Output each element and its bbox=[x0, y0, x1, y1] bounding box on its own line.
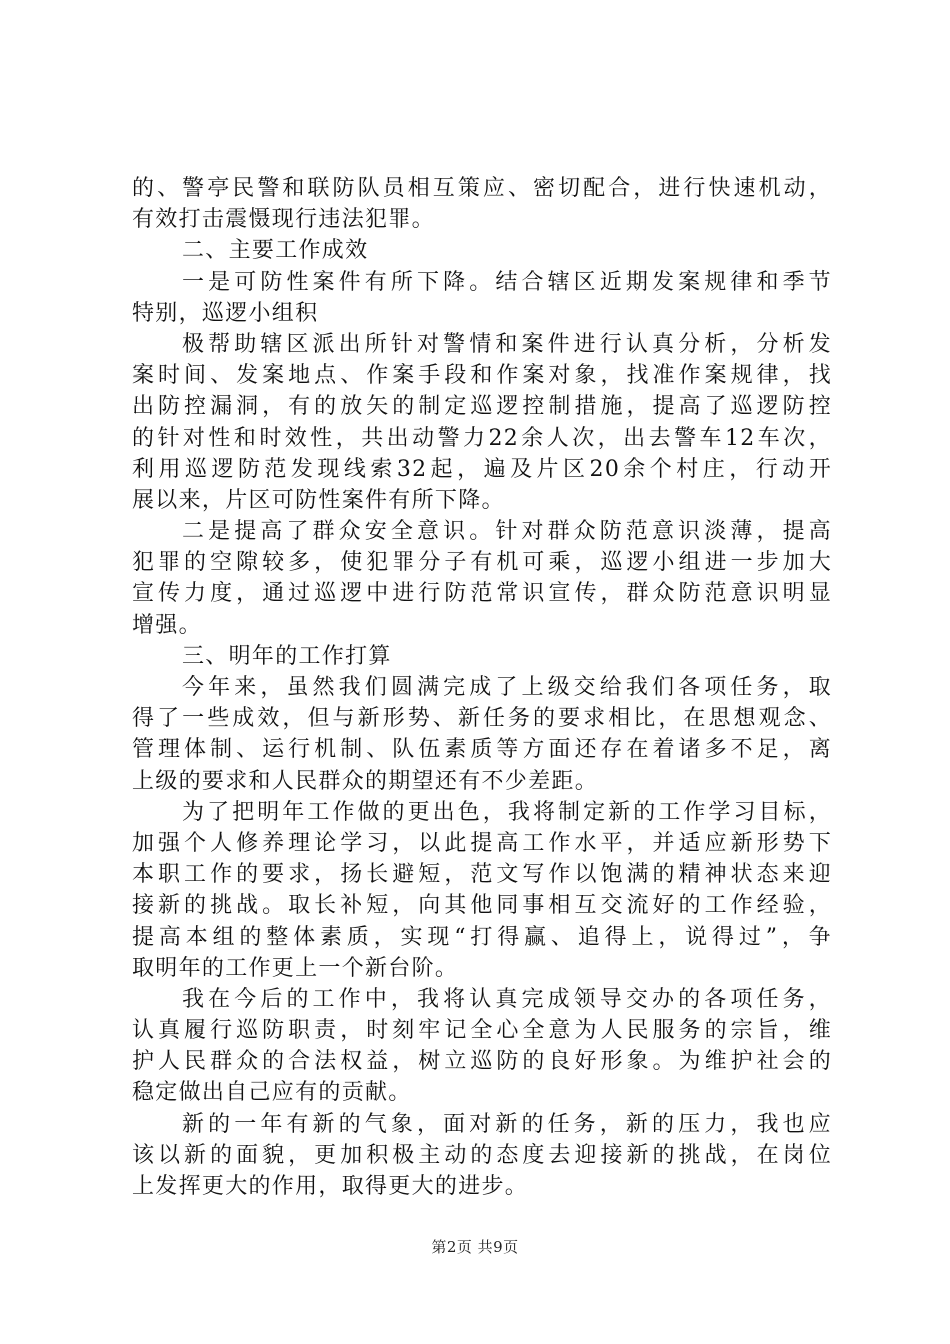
text-line: 二是提高了群众安全意识。针对群众防范意识淡薄，提高 bbox=[182, 519, 832, 545]
text-line: 的针对性和时效性，共出动警力22余人次，出去警车12车次， bbox=[132, 425, 832, 451]
text-line: 特别，巡逻小组积 bbox=[132, 300, 319, 326]
text-line: 极帮助辖区派出所针对警情和案件进行认真分析，分析发 bbox=[182, 331, 832, 357]
text-line: 为了把明年工作做的更出色，我将制定新的工作学习目标， bbox=[182, 799, 832, 825]
text-line: 犯罪的空隙较多，使犯罪分子有机可乘，巡逻小组进一步加大 bbox=[132, 550, 832, 576]
text-line: 护人民群众的合法权益，树立巡防的良好形象。为维护社会的 bbox=[132, 1049, 832, 1075]
text-line: 今年来，虽然我们圆满完成了上级交给我们各项任务，取 bbox=[182, 675, 832, 700]
text-line: 新的一年有新的气象，面对新的任务，新的压力，我也应 bbox=[182, 1111, 832, 1137]
text-line: 加强个人修养理论学习，以此提高工作水平，并适应新形势下 bbox=[132, 830, 832, 856]
text-line: 该以新的面貌，更加积极主动的态度去迎接新的挑战，在岗位 bbox=[132, 1142, 832, 1168]
page-footer: 第2页 共9页 bbox=[431, 1238, 519, 1256]
text-line: 认真履行巡防职责，时刻牢记全心全意为人民服务的宗旨，维 bbox=[132, 1018, 832, 1044]
text-line: 的、警亭民警和联防队员相互策应、密切配合，进行快速机动， bbox=[132, 176, 832, 201]
text-line: 利用巡逻防范发现线索32起，遍及片区20余个村庄，行动开 bbox=[132, 456, 832, 482]
text-line: 本职工作的要求，扬长避短，范文写作以饱满的精神状态来迎 bbox=[132, 862, 832, 888]
text-line: 取明年的工作更上一个新台阶。 bbox=[132, 955, 459, 981]
text-line: 接新的挑战。取长补短，向其他同事相互交流好的工作经验， bbox=[132, 893, 832, 919]
document-body bbox=[132, 173, 832, 1202]
text-line: 我在今后的工作中，我将认真完成领导交办的各项任务， bbox=[182, 986, 832, 1012]
text-line: 得了一些成效，但与新形势、新任务的要求相比，在思想观念、 bbox=[132, 706, 832, 732]
text-line: 出防控漏洞，有的放矢的制定巡逻控制措施，提高了巡逻防控 bbox=[132, 394, 832, 420]
text-line: 提高本组的整体素质，实现“打得赢、追得上，说得过”，争 bbox=[132, 924, 832, 950]
text-line: 上发挥更大的作用，取得更大的进步。 bbox=[132, 1174, 529, 1199]
text-line: 案时间、发案地点、作案手段和作案对象，找准作案规律，找 bbox=[132, 363, 832, 389]
text-line: 增强。 bbox=[132, 612, 202, 638]
text-line: 一是可防性案件有所下降。结合辖区近期发案规律和季节 bbox=[182, 269, 832, 295]
text-line: 宣传力度，通过巡逻中进行防范常识宣传，群众防范意识明显 bbox=[132, 581, 832, 607]
text-line: 展以来，片区可防性案件有所下降。 bbox=[132, 487, 505, 513]
text-line: 有效打击震慑现行违法犯罪。 bbox=[132, 207, 435, 233]
text-line: 三、明年的工作打算 bbox=[182, 643, 392, 669]
text-line: 二、主要工作成效 bbox=[182, 238, 369, 264]
text-line: 管理体制、运行机制、队伍素质等方面还存在着诸多不足，离 bbox=[132, 737, 832, 763]
text-line: 稳定做出自己应有的贡献。 bbox=[132, 1080, 412, 1106]
text-line: 上级的要求和人民群众的期望还有不少差距。 bbox=[132, 768, 599, 794]
